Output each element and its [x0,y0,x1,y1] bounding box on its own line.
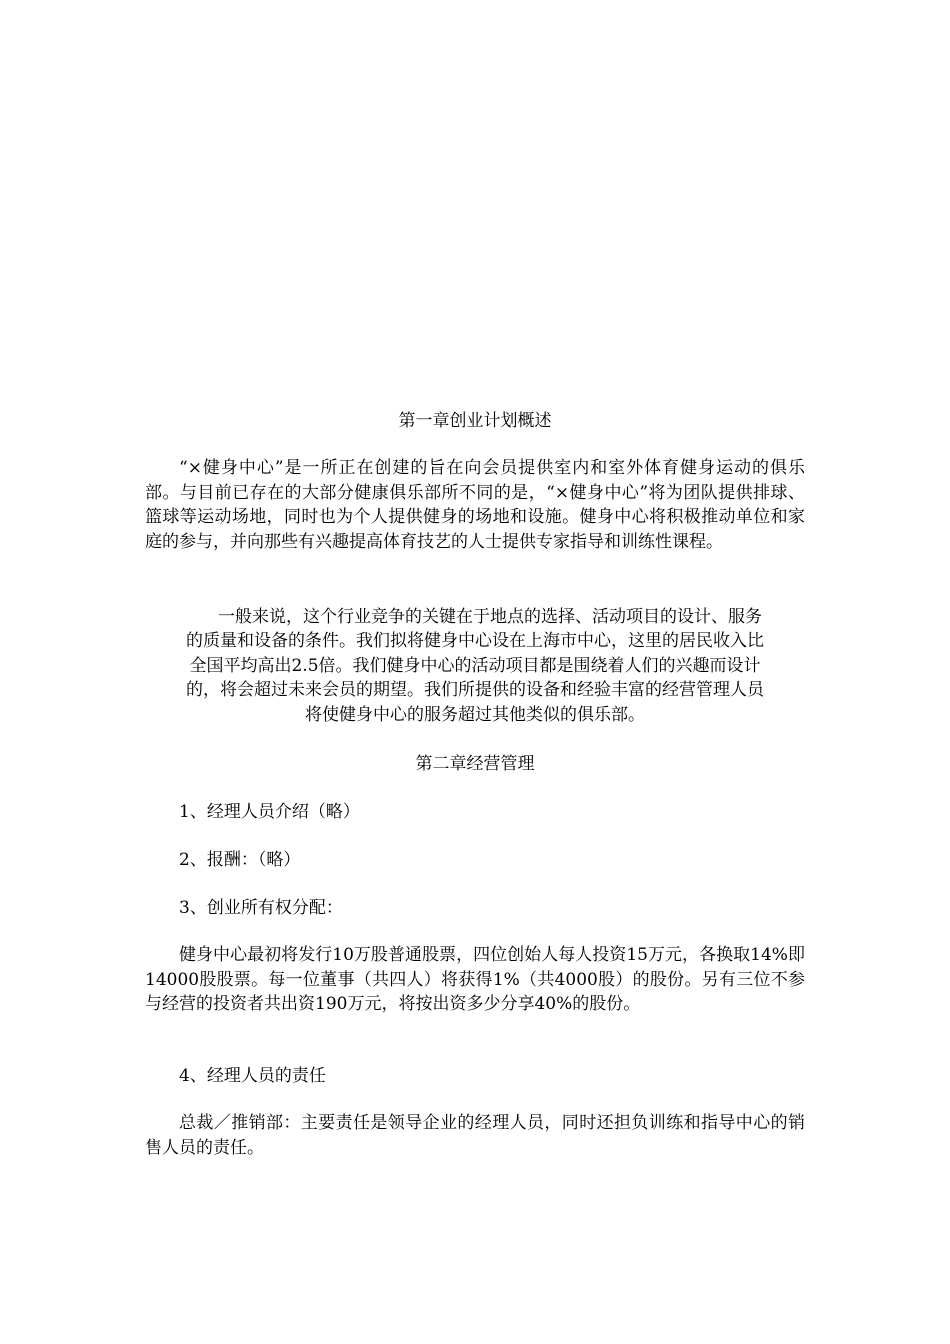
ownership-paragraph: 健身中心最初将发行10万股普通股票，四位创始人每人投资15万元，各换取14%即14000股股票。每一位董事（共四人）将获得1%（共4000股）的股份。另有三位不参与经营的投资者共出资190万元，将按出资多少分享40%的股份。 [145,945,805,1014]
competition-line-4: 的，将会超过未来会员的期望。我们所提供的设备和经验丰富的经营管理人员 [186,680,764,700]
competition-line-1: 一般来说，这个行业竞争的关键在于地点的选择、活动项目的设计、服务 [218,607,762,627]
chapter-2-title: 第二章经营管理 [415,754,535,774]
chapter-1-title: 第一章创业计划概述 [398,411,552,431]
president-paragraph: 总裁／推销部：主要责任是领导企业的经理人员，同时还担负训练和指导中心的销售人员的责任。 [145,1113,805,1158]
item-manager-intro: 1、经理人员介绍（略） [179,802,360,822]
item-manager-responsibility: 4、经理人员的责任 [179,1066,326,1086]
competition-line-2: 的质量和设备的条件。我们拟将健身中心设在上海市中心，这里的居民收入比 [186,631,764,651]
competition-line-3: 全国平均高出2.5倍。我们健身中心的活动项目都是围绕着人们的兴趣而设计 [189,656,761,676]
item-ownership: 3、创业所有权分配： [179,898,343,918]
chapter-1-intro-paragraph: “×健身中心”是一所正在创建的旨在向会员提供室内和室外体育健身运动的俱乐部。与目前已存在的大部分健康俱乐部所不同的是，“×健身中心”将为团队提供排球、篮球等运动场地，同时也为个人提供健身的场地和设施。健身中心将积极推动单位和家庭的参与，并向那些有兴趣提高体育技艺的人士提供专家指导和训练性课程。 [145,458,805,552]
item-compensation: 2、报酬：（略） [179,850,301,870]
competition-line-5: 将使健身中心的服务超过其他类似的俱乐部。 [305,705,645,725]
